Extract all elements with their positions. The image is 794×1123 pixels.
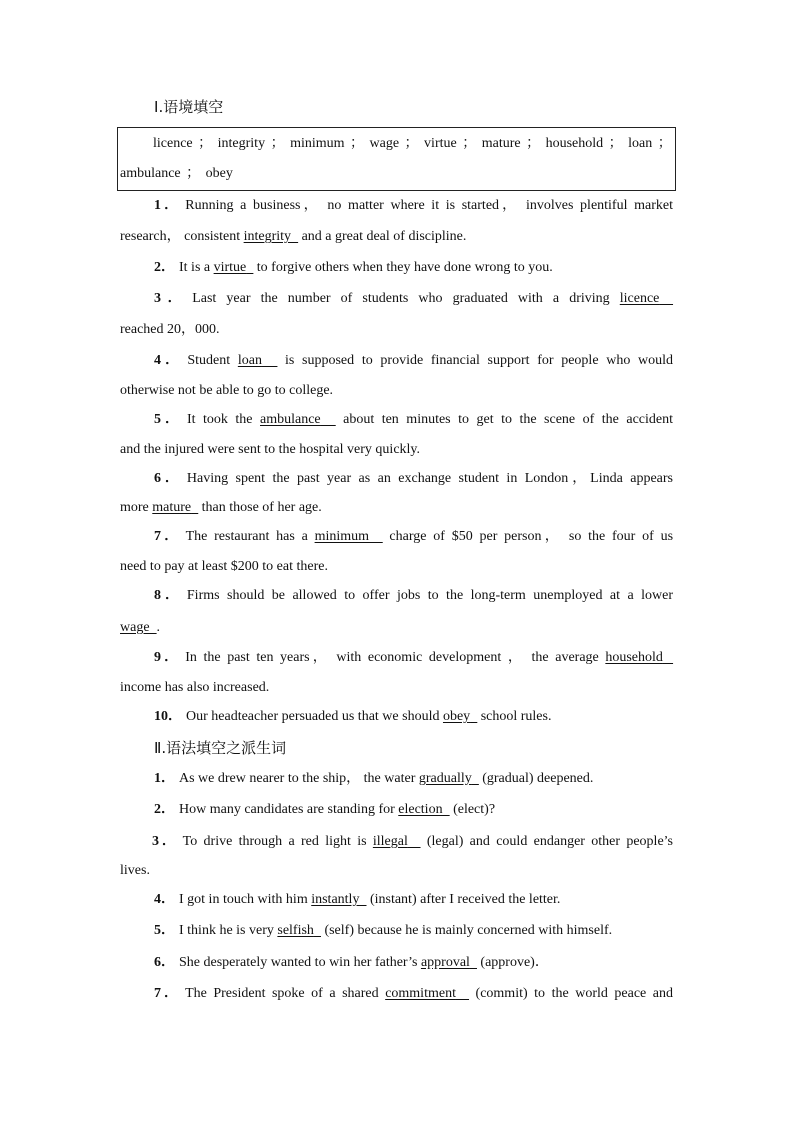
item-text: . [156,620,161,635]
answer-blank: illegal [372,834,408,849]
item-number: 7． [154,986,182,1001]
exercise-item [120,801,673,819]
item-text: Last year the number of students who graduated with a driving [192,291,620,306]
exercise-item-continued: need to pay at least $200 to eat there. [120,559,328,574]
item-text: She desperately wanted to win her father’s [179,955,421,970]
item-text: To drive through a red light is [182,834,373,849]
answer-blank: gradually [418,771,472,786]
section-heading-1 [154,96,223,117]
item-number: 10． [154,709,182,724]
item-number: 5． [154,923,175,938]
item-text: Running a business， no matter where it is started， involves plentiful market [185,198,674,213]
item-number: 8． [154,588,183,603]
item-text: research， consistent [120,229,244,244]
item-number: 6． [154,955,175,970]
answer-blank: commitment [385,986,456,1001]
exercise-item [120,954,673,972]
answer-blank: ambulance [260,412,321,427]
item-text: Our headteacher persuaded us that we should [186,709,443,724]
item-number: 3． [154,291,189,306]
exercise-item [120,708,673,726]
item-text: (instant) after I received the letter. [366,892,561,907]
answer-blank: loan [237,353,262,368]
exercise-item-continued: lives. [120,863,150,878]
item-text: (self) because he is mainly concerned with himself. [320,923,613,938]
section-roman-numeral: Ⅱ [154,741,162,757]
exercise-item [120,891,673,909]
section-title: .语境填空 [158,98,224,116]
item-text: Having spent the past year as an exchange student in London，Linda appears [186,471,673,486]
exercise-item-continued: income has also increased. [120,680,270,695]
item-text: (legal) and could endanger other people’s [420,834,674,849]
item-number: 2． [154,260,175,275]
answer-blank: approval [420,955,470,970]
answer-blank: wage [120,620,150,635]
item-number: 4． [154,353,184,368]
exercise-item [120,290,673,308]
exercise-item [120,649,673,667]
item-text: about ten minutes to get to the scene of the accident [335,412,674,427]
answer-blank: election [398,802,443,817]
section-title: .语法填空之派生词 [161,739,287,757]
answer-blank: instantly [311,892,360,907]
item-text: and a great deal of discipline. [298,229,467,244]
exercise-item-continued [120,228,673,246]
answer-blank: obey [442,709,471,724]
exercise-item-continued [120,619,673,637]
item-number: 3． [152,834,179,849]
item-text: (approve)． [476,955,549,970]
item-text: As we drew nearer to the ship， the water [179,771,419,786]
item-text: Student [187,353,238,368]
item-number: 6． [154,471,183,486]
word-bank-line: ambulance ； obey [120,166,233,181]
exercise-item [120,411,673,429]
item-number: 7． [154,529,182,544]
item-text: I got in touch with him [179,892,312,907]
item-text: The restaurant has a [185,529,315,544]
item-text: than those of her age. [198,500,322,515]
section-roman-numeral: Ⅰ [154,100,159,116]
item-text: I think he is very [179,923,278,938]
item-text: (gradual) deepened. [478,771,594,786]
item-text: is supposed to provide financial support for people who would [277,353,674,368]
item-text: The President spoke of a shared [185,986,386,1001]
exercise-item-continued: reached 20，000. [120,322,220,337]
exercise-item [120,259,673,277]
word-bank-line: licence ； integrity ； minimum ； wage ； virtue ； mature ； household ； loan ； [153,136,672,151]
item-text: charge of $50 per person， so the four of us [382,529,674,544]
item-text: It is a [179,260,214,275]
answer-blank: selfish [277,923,314,938]
answer-blank: licence [619,291,660,306]
item-text: to forgive others when they have done wrong to you. [253,260,553,275]
exercise-item [120,470,673,488]
item-text: school rules. [477,709,552,724]
item-text: (elect)? [449,802,496,817]
item-number: 5． [154,412,183,427]
answer-blank: household [605,650,663,665]
exercise-item [120,833,673,851]
exercise-item [120,587,673,605]
exercise-item-continued: otherwise not be able to go to college. [120,383,334,398]
item-text: (commit) to the world peace and [469,986,674,1001]
item-text: In the past ten years， with economic development ， the average [185,650,606,665]
exercise-item [120,197,673,215]
item-number: 1． [154,771,175,786]
exercise-item-continued [120,499,673,517]
answer-blank: virtue [213,260,247,275]
item-text: Firms should be allowed to offer jobs to the long-term unemployed at a lower [186,588,673,603]
exercise-item [120,352,673,370]
item-text: It took the [186,412,260,427]
section-heading-2 [154,737,286,758]
exercise-item [120,922,673,940]
answer-blank: mature [152,500,192,515]
item-number: 1． [154,198,182,213]
item-number: 2． [154,802,175,817]
exercise-item-continued: and the injured were sent to the hospital very quickly. [120,442,421,457]
exercise-item [120,985,673,1003]
item-number: 9． [154,650,182,665]
item-number: 4． [154,892,175,907]
item-text: How many candidates are standing for [179,802,399,817]
item-text: more [120,500,153,515]
answer-blank: minimum [314,529,370,544]
exercise-item [120,770,673,788]
answer-blank: integrity [243,229,292,244]
exercise-item [120,528,673,546]
